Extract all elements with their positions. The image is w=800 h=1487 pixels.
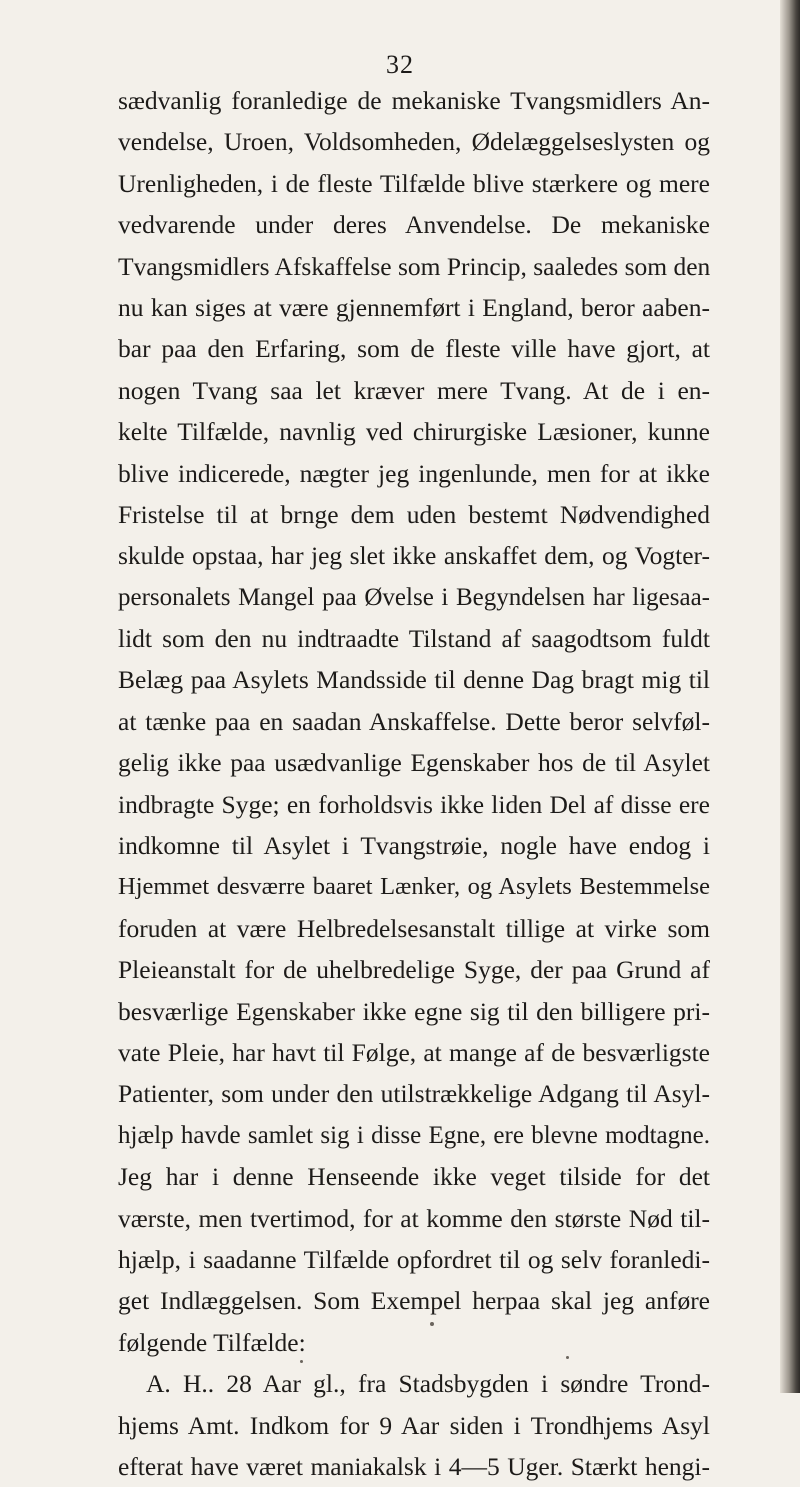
- text-line: indbragte Syge; en forholdsvis ikke liden Del af disse ere: [118, 789, 710, 819]
- text-line: Tvangsmidlers Afskaffelse som Princip, saaledes som den: [118, 251, 711, 281]
- text-line: Patienter, som under den utilstrækkelige Adgang til Asyl-: [118, 1079, 710, 1109]
- text-line: nogen Tvang saa let kræver mere Tvang. At de i en-: [118, 375, 710, 405]
- body-text: [118, 80, 710, 1487]
- text-line: Hjemmet desværre baaret Lænker, og Asylets Bestemmelse: [118, 873, 710, 901]
- text-line: værste, men tvertimod, for at komme den største Nød til-: [118, 1203, 710, 1233]
- page-number: 32: [386, 50, 414, 79]
- text-line: besværlige Egenskaber ikke egne sig til den billigere pri-: [118, 996, 710, 1026]
- text-line: hjems Amt. Indkom for 9 Aar siden i Trondhjems Asyl: [118, 1410, 710, 1440]
- page-edge-shadow: [780, 0, 800, 1393]
- text-line: personalets Mangel paa Øvelse i Begyndelsen har ligesaa-: [118, 583, 710, 611]
- text-line: get Indlæggelsen. Som Exempel herpaa skal jeg anføre: [118, 1286, 710, 1316]
- text-line: kelte Tilfælde, navnlig ved chirurgiske Læsioner, kunne: [118, 417, 710, 447]
- text-line: Fristelse til at brnge dem uden bestemt Nødvendighed: [118, 499, 710, 529]
- text-line: vate Pleie, har havt til Følge, at mange af de besværligste: [118, 1037, 710, 1067]
- paper-speck: [300, 1360, 303, 1363]
- paper-speck: [430, 1322, 434, 1326]
- text-line: at tænke paa en saadan Anskaffelse. Dette beror selvføl-: [118, 706, 710, 736]
- text-line: Jeg har i denne Henseende ikke veget tilside for det: [118, 1162, 710, 1192]
- text-line: sædvanlig foranledige de mekaniske Tvangsmidlers An-: [118, 86, 710, 115]
- text-line: Belæg paa Asylets Mandsside til denne Dag bragt mig til: [118, 665, 710, 695]
- text-line: vendelse, Uroen, Voldsomheden, Ødelæggelseslysten og: [118, 127, 710, 157]
- text-line: lidt som den nu indtraadte Tilstand af saagodtsom fuldt: [118, 624, 710, 654]
- text-line: følgende Tilfælde:: [118, 1327, 306, 1357]
- text-line: bar paa den Erfaring, som de fleste ville have gjort, at: [118, 334, 710, 364]
- text-line: efterat have været maniakalsk i 4—5 Uger. Stærkt hengi-: [118, 1451, 710, 1481]
- text-line: skulde opstaa, har jeg slet ikke anskaffet dem, og Vogter-: [118, 541, 710, 571]
- text-line: indkomne til Asylet i Tvangstrøie, nogle have endog i: [118, 831, 710, 861]
- text-line: blive indicerede, nægter jeg ingenlunde, men for at ikke: [118, 458, 710, 488]
- text-line: foruden at være Helbredelsesanstalt tillige at virke som: [118, 913, 710, 943]
- paper-speck: [566, 1356, 569, 1359]
- text-line: hjælp, i saadanne Tilfælde opfordret til og selv foranledi-: [118, 1244, 710, 1274]
- text-line: vedvarende under deres Anvendelse. De mekaniske: [118, 210, 710, 240]
- text-line: A. H.. 28 Aar gl., fra Stadsbygden i søndre Trond-: [146, 1369, 710, 1399]
- text-line: gelig ikke paa usædvanlige Egenskaber hos de til Asylet: [118, 748, 710, 778]
- text-line: nu kan siges at være gjennemført i England, beror aaben-: [118, 292, 710, 322]
- text-line: Urenligheden, i de fleste Tilfælde blive stærkere og mere: [118, 168, 710, 198]
- text-line: Pleieanstalt for de uhelbredelige Syge, der paa Grund af: [118, 955, 710, 985]
- text-line: hjælp havde samlet sig i disse Egne, ere blevne modtagne.: [118, 1121, 710, 1149]
